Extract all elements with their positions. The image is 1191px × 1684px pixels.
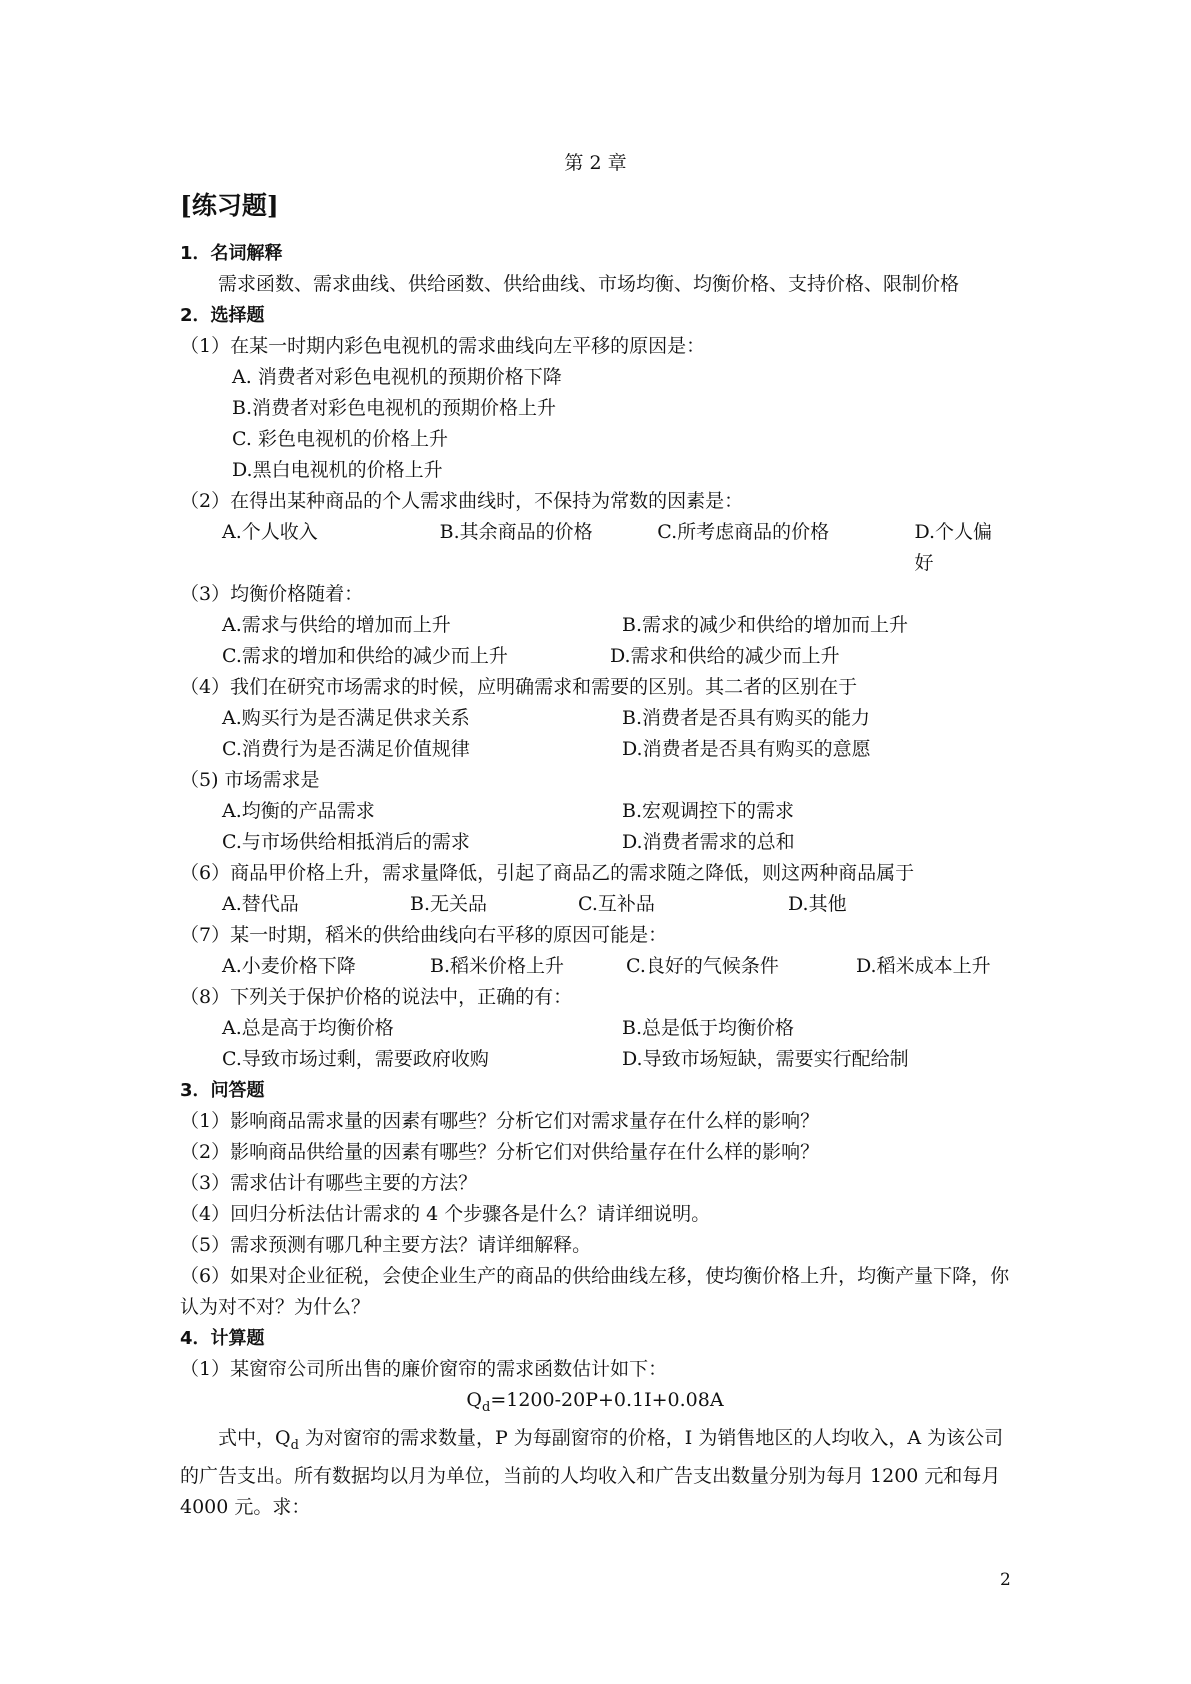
formula-explanation [180,1423,1010,1523]
page-number: 2 [1000,1570,1011,1590]
explain-part-b: 为对窗帘的需求数量，P 为每副窗帘的价格，I 为销售地区的人均收入，A 为该公司的广告支出。所有数据均以月为单位，当前的人均收入和广告支出数量分别为每月 1200 元和每月 4000 元。求： [180,1426,1004,1518]
section-4-heading: 4．计算题 [180,1328,265,1349]
options-row [180,517,1010,579]
qa-item: （2）影响商品供给量的因素有哪些？分析它们对供给量存在什么样的影响？ [180,1141,820,1163]
option-b: B.总是低于均衡价格 [622,1017,795,1039]
options-row [180,796,1010,827]
option-c: C.良好的气候条件 [626,955,779,977]
content [180,238,1010,1523]
options-row [180,951,1010,982]
section-3-heading: 3．问答题 [180,1080,265,1101]
section-2-heading: 2．选择题 [180,305,265,326]
demand-formula [180,1385,1010,1423]
qa-item: （5）需求预测有哪几种主要方法？请详细解释。 [180,1234,592,1256]
option-c: C.所考虑商品的价格 [657,521,830,543]
question-stem: （8）下列关于保护价格的说法中，正确的有： [180,986,573,1008]
terms-paragraph: 需求函数、需求曲线、供给函数、供给曲线、市场均衡、均衡价格、支持价格、限制价格 [218,273,960,295]
question-stem: （4）我们在研究市场需求的时候，应明确需求和需要的区别。其二者的区别在于 [180,676,858,698]
question-stem: （1）在某一时期内彩色电视机的需求曲线向左平移的原因是： [180,335,706,357]
option-a: A.个人收入 [222,521,318,543]
qa-item: （6）如果对企业征税，会使企业生产的商品的供给曲线左移，使均衡价格上升，均衡产量下降，你认为对不对？为什么？ [180,1265,1010,1318]
option-c: C.需求的增加和供给的减少而上升 [222,645,508,667]
option-d: D.黑白电视机的价格上升 [232,459,443,481]
formula-rhs: =1200-20P+0.1I+0.08A [490,1389,724,1411]
options-row [180,703,1010,734]
options-row [180,641,1010,672]
option-a: A.总是高于均衡价格 [222,1017,394,1039]
option-d: D.其他 [788,893,847,915]
option-b: B.需求的减少和供给的增加而上升 [622,614,909,636]
question-stem: （5) 市场需求是 [180,769,320,791]
option-d: D.导致市场短缺，需要实行配给制 [622,1048,909,1070]
option-b: B.消费者对彩色电视机的预期价格上升 [232,397,557,419]
option-b: B.消费者是否具有购买的能力 [622,707,871,729]
qa-item: （4）回归分析法估计需求的 4 个步骤各是什么？请详细说明。 [180,1203,711,1225]
option-c: C.互补品 [578,893,655,915]
option-a: A.替代品 [222,893,299,915]
option-a: A.购买行为是否满足供求关系 [222,707,470,729]
options-row [180,1044,1010,1075]
question-stem: （3）均衡价格随着： [180,583,364,605]
option-d: D.需求和供给的减少而上升 [610,645,840,667]
option-c: C.消费行为是否满足价值规律 [222,738,470,760]
option-d: D.稻米成本上升 [856,955,991,977]
options-row [180,734,1010,765]
qa-item: （1）影响商品需求量的因素有哪些？分析它们对需求量存在什么样的影响？ [180,1110,820,1132]
options-row [180,889,1010,920]
option-a: A.小麦价格下降 [222,955,356,977]
option-c: C.导致市场过剩，需要政府收购 [222,1048,489,1070]
option-d: D.消费者需求的总和 [622,831,795,853]
option-d: D.个人偏好 [914,521,993,574]
option-b: B.宏观调控下的需求 [622,800,795,822]
chapter-heading: 第 2 章 [564,152,627,174]
option-d: D.消费者是否具有购买的意愿 [622,738,871,760]
formula-subscript: d [482,1399,491,1415]
option-c: C.与市场供给相抵消后的需求 [222,831,470,853]
calc-question: （1）某窗帘公司所出售的廉价窗帘的需求函数估计如下： [180,1358,668,1380]
formula-q: Q [466,1389,482,1411]
option-a: A. 消费者对彩色电视机的预期价格下降 [232,366,562,388]
explain-part-a: 式中，Q [218,1426,291,1449]
option-a: A.需求与供给的增加而上升 [222,614,451,636]
section-1-heading: 1．名词解释 [180,243,283,264]
explain-subscript: d [290,1437,299,1453]
options-row [180,827,1010,858]
question-stem: （6）商品甲价格上升，需求量降低，引起了商品乙的需求随之降低，则这两种商品属于 [180,862,915,884]
question-stem: （7）某一时期，稻米的供给曲线向右平移的原因可能是： [180,924,668,946]
exercise-title: [练习题] [180,191,279,220]
question-stem: （2）在得出某种商品的个人需求曲线时，不保持为常数的因素是： [180,490,744,512]
qa-item: （3）需求估计有哪些主要的方法？ [180,1172,478,1194]
options-row [180,1013,1010,1044]
option-c: C. 彩色电视机的价格上升 [232,428,448,450]
option-a: A.均衡的产品需求 [222,800,375,822]
options-row [180,610,1010,641]
option-b: B.无关品 [410,893,488,915]
option-b: B.稻米价格上升 [430,955,565,977]
option-b: B.其余商品的价格 [439,521,593,543]
